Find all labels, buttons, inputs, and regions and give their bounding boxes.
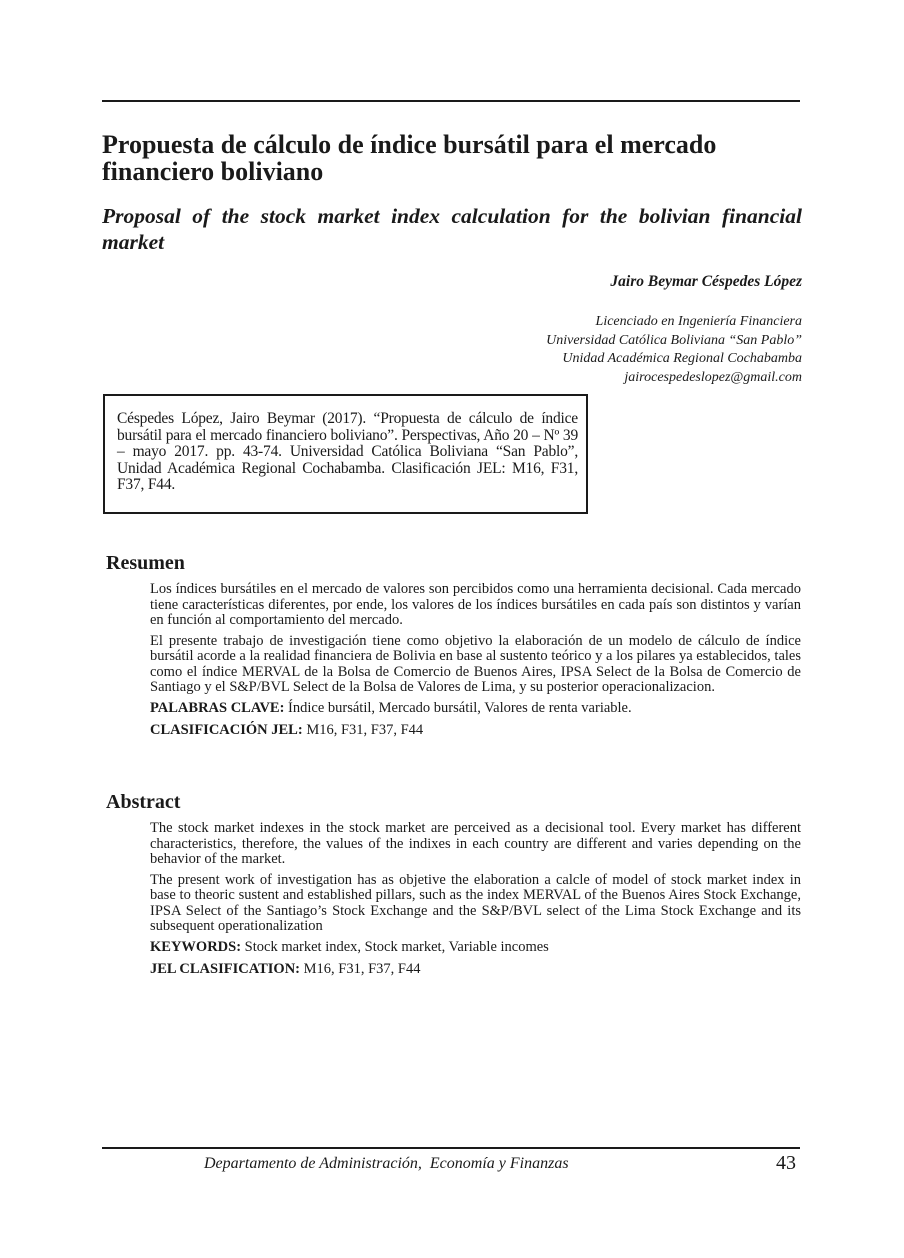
affiliation-unit: Unidad Académica Regional Cochabamba	[562, 351, 802, 366]
resumen-paragraph-1: Los índices bursátiles en el mercado de valores son percibidos como una herramienta decisional. Cada mercado tiene características diferentes, por ende, los valores de los índices bursátiles en cada país son distintos y varían en función al comportamiento del mercado.	[150, 581, 801, 628]
resumen-paragraph-2: El presente trabajo de investigación tiene como objetivo la elaboración de un modelo de cálculo de índice bursátil acorde a la realidad financiera de Bolivia en base al sustento teórico y a los pilares ya establecidos, tales como el índice MERVAL de la Bolsa de Comercio de Buenos Aires, IPSA Select de la Bolsa de Comercio de Santiago y el S&P/BVL Select de la Bolsa de Valores de Lima, y su posterior operacionalizacion.	[150, 632, 801, 695]
header-rule	[102, 100, 800, 102]
abstract-body	[150, 821, 801, 985]
abstract-jel	[150, 962, 801, 978]
author-name: Jairo Beymar Céspedes López	[610, 273, 802, 290]
abstract-jel-label: JEL CLASIFICATION:	[150, 961, 300, 977]
abstract-heading: Abstract	[106, 791, 181, 813]
resumen-jel-label: CLASIFICACIÓN JEL:	[150, 722, 303, 738]
abstract-paragraph-1: The stock market indexes in the stock market are perceived as a decisional tool. Every market has different characteristics, therefore, the values of the indixes in each country are different and varies depending on the behavior of the market.	[150, 820, 801, 867]
abstract-keywords-value: Stock market index, Stock market, Variable incomes	[244, 938, 549, 955]
footer-department: Departamento de Administración, Economía y Finanzas	[204, 1155, 569, 1172]
resumen-keywords-label: PALABRAS CLAVE:	[150, 699, 285, 716]
page-number: 43	[776, 1152, 796, 1174]
citation-box	[103, 394, 588, 514]
resumen-keywords-value: Índice bursátil, Mercado bursátil, Valores de renta variable.	[288, 699, 632, 716]
resumen-body	[150, 582, 801, 746]
citation-text: Céspedes López, Jairo Beymar (2017). “Propuesta de cálculo de índice bursátil para el mercado financiero boliviano”. Perspectivas, Año 20 – Nº 39 – mayo 2017. pp. 43-74. Universidad Católica Boliviana “San Pablo”, Unidad Académica Regional Cochabamba. Clasificación JEL: M16, F31, F37, F44.	[117, 410, 578, 493]
resumen-keywords	[150, 701, 801, 717]
abstract-jel-value: M16, F31, F37, F44	[303, 961, 421, 977]
resumen-jel	[150, 723, 801, 739]
title-english: Proposal of the stock market index calculation for the bolivian financial market	[102, 204, 802, 254]
author-affiliation	[546, 313, 802, 387]
footer-rule	[102, 1147, 800, 1149]
affiliation-university: Universidad Católica Boliviana “San Pablo”	[546, 332, 802, 348]
abstract-keywords	[150, 940, 801, 956]
affiliation-degree: Licenciado en Ingeniería Financiera	[595, 314, 802, 329]
resumen-heading: Resumen	[106, 552, 185, 574]
title-spanish: Propuesta de cálculo de índice bursátil para el mercado financiero boliviano	[102, 130, 717, 186]
abstract-paragraph-2: The present work of investigation has as objetive the elaboration a calcle of model of stock market index in base to theoric sustent and established pillars, such as the index MERVAL of the Buenos Aires Stock Exchange, IPSA Select of the Santiago’s Stock Exchange and the S&P/BVL select of the Lima Stock Exchange and its subsequent operationalization	[150, 871, 801, 934]
resumen-jel-value: M16, F31, F37, F44	[306, 722, 424, 738]
abstract-keywords-label: KEYWORDS:	[150, 938, 242, 955]
affiliation-email[interactable]: jairocespedeslopez@gmail.com	[624, 369, 802, 385]
